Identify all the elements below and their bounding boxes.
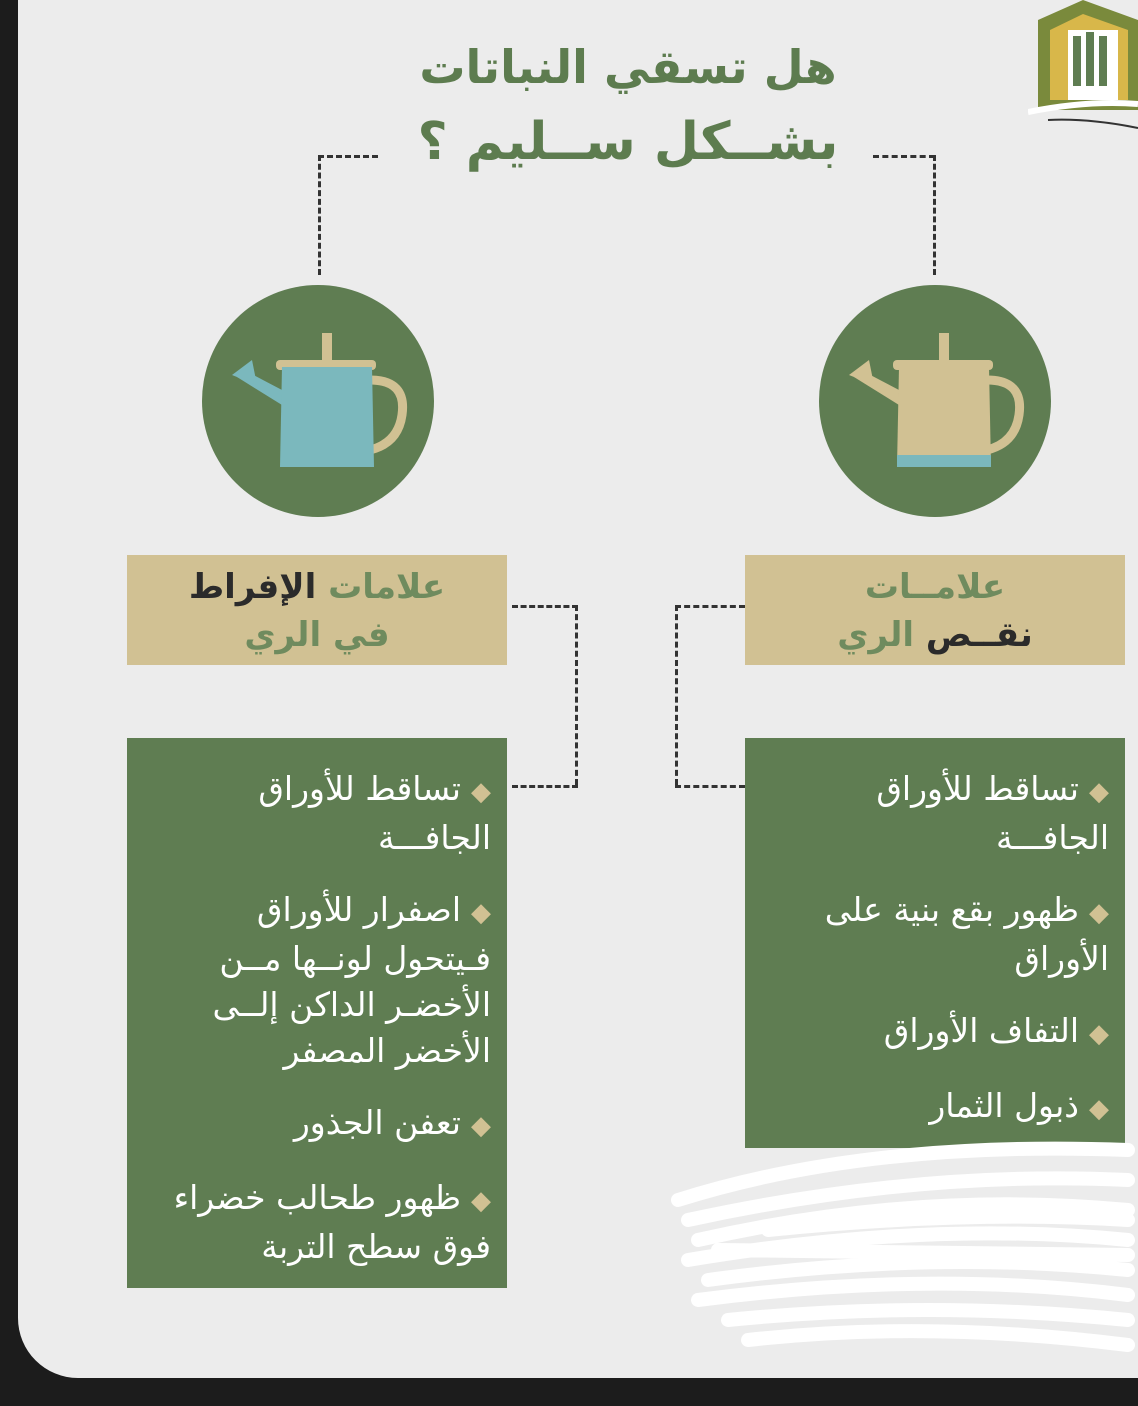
page-title-line1: هل تسقي النباتات bbox=[419, 40, 837, 94]
connector bbox=[873, 155, 935, 158]
connector bbox=[675, 605, 745, 608]
overwater-signs-list bbox=[127, 738, 507, 1288]
connector bbox=[675, 785, 745, 788]
connector bbox=[512, 785, 578, 788]
overwater-label-main: الإفراط bbox=[188, 567, 317, 607]
diamond-bullet-icon: ◆ bbox=[471, 898, 491, 928]
list-item: ◆التفاف الأوراق bbox=[883, 1011, 1109, 1050]
underwater-label-main: نقــص bbox=[914, 615, 1033, 655]
underwater-label bbox=[745, 555, 1125, 665]
connector bbox=[318, 155, 321, 275]
diamond-bullet-icon: ◆ bbox=[471, 1186, 491, 1216]
overwater-circle bbox=[202, 285, 434, 517]
underwater-label-prefix: علامــات bbox=[864, 567, 1006, 607]
list-item: ◆ذبول الثمار bbox=[929, 1086, 1109, 1125]
diamond-bullet-icon: ◆ bbox=[471, 777, 491, 807]
overwater-label-prefix: علامات bbox=[316, 567, 446, 607]
list-item: ◆ظهور طحالب خضراء فوق سطح التربة bbox=[173, 1178, 491, 1266]
connector bbox=[675, 605, 678, 785]
overwater-label-sub: في الري bbox=[244, 615, 390, 655]
diamond-bullet-icon: ◆ bbox=[1089, 777, 1109, 807]
diamond-bullet-icon: ◆ bbox=[1089, 1019, 1109, 1049]
page-title-line2: بشــكل ســليم ؟ bbox=[417, 112, 839, 172]
list-item: ◆تساقط للأوراق الجافـــة bbox=[876, 769, 1109, 857]
list-item: ◆تساقط للأوراق الجافـــة bbox=[258, 769, 491, 857]
connector bbox=[933, 155, 936, 275]
list-item: ◆تعفن الجذور bbox=[293, 1103, 491, 1142]
diamond-bullet-icon: ◆ bbox=[1089, 898, 1109, 928]
watering-can-low-icon bbox=[819, 285, 1051, 517]
connector bbox=[512, 605, 578, 608]
list-item: ◆ظهور بقع بنية على الأوراق bbox=[824, 890, 1109, 978]
underwater-label-sub: الري bbox=[837, 615, 915, 655]
connector bbox=[575, 605, 578, 785]
diamond-bullet-icon: ◆ bbox=[1089, 1094, 1109, 1124]
overwater-label bbox=[127, 555, 507, 665]
connector bbox=[318, 155, 378, 158]
underwater-circle bbox=[819, 285, 1051, 517]
redaction-scribble bbox=[668, 1120, 1138, 1360]
underwater-signs-list bbox=[745, 738, 1125, 1148]
watering-can-full-icon bbox=[202, 285, 434, 517]
diamond-bullet-icon: ◆ bbox=[471, 1111, 491, 1141]
infographic-card bbox=[18, 0, 1138, 1378]
logo-icon bbox=[1028, 0, 1138, 150]
list-item: ◆اصفرار للأوراق فـيتحول لونــها مــن الأخضـر الداكن إلــى الأخضر المصفر bbox=[212, 890, 491, 1070]
